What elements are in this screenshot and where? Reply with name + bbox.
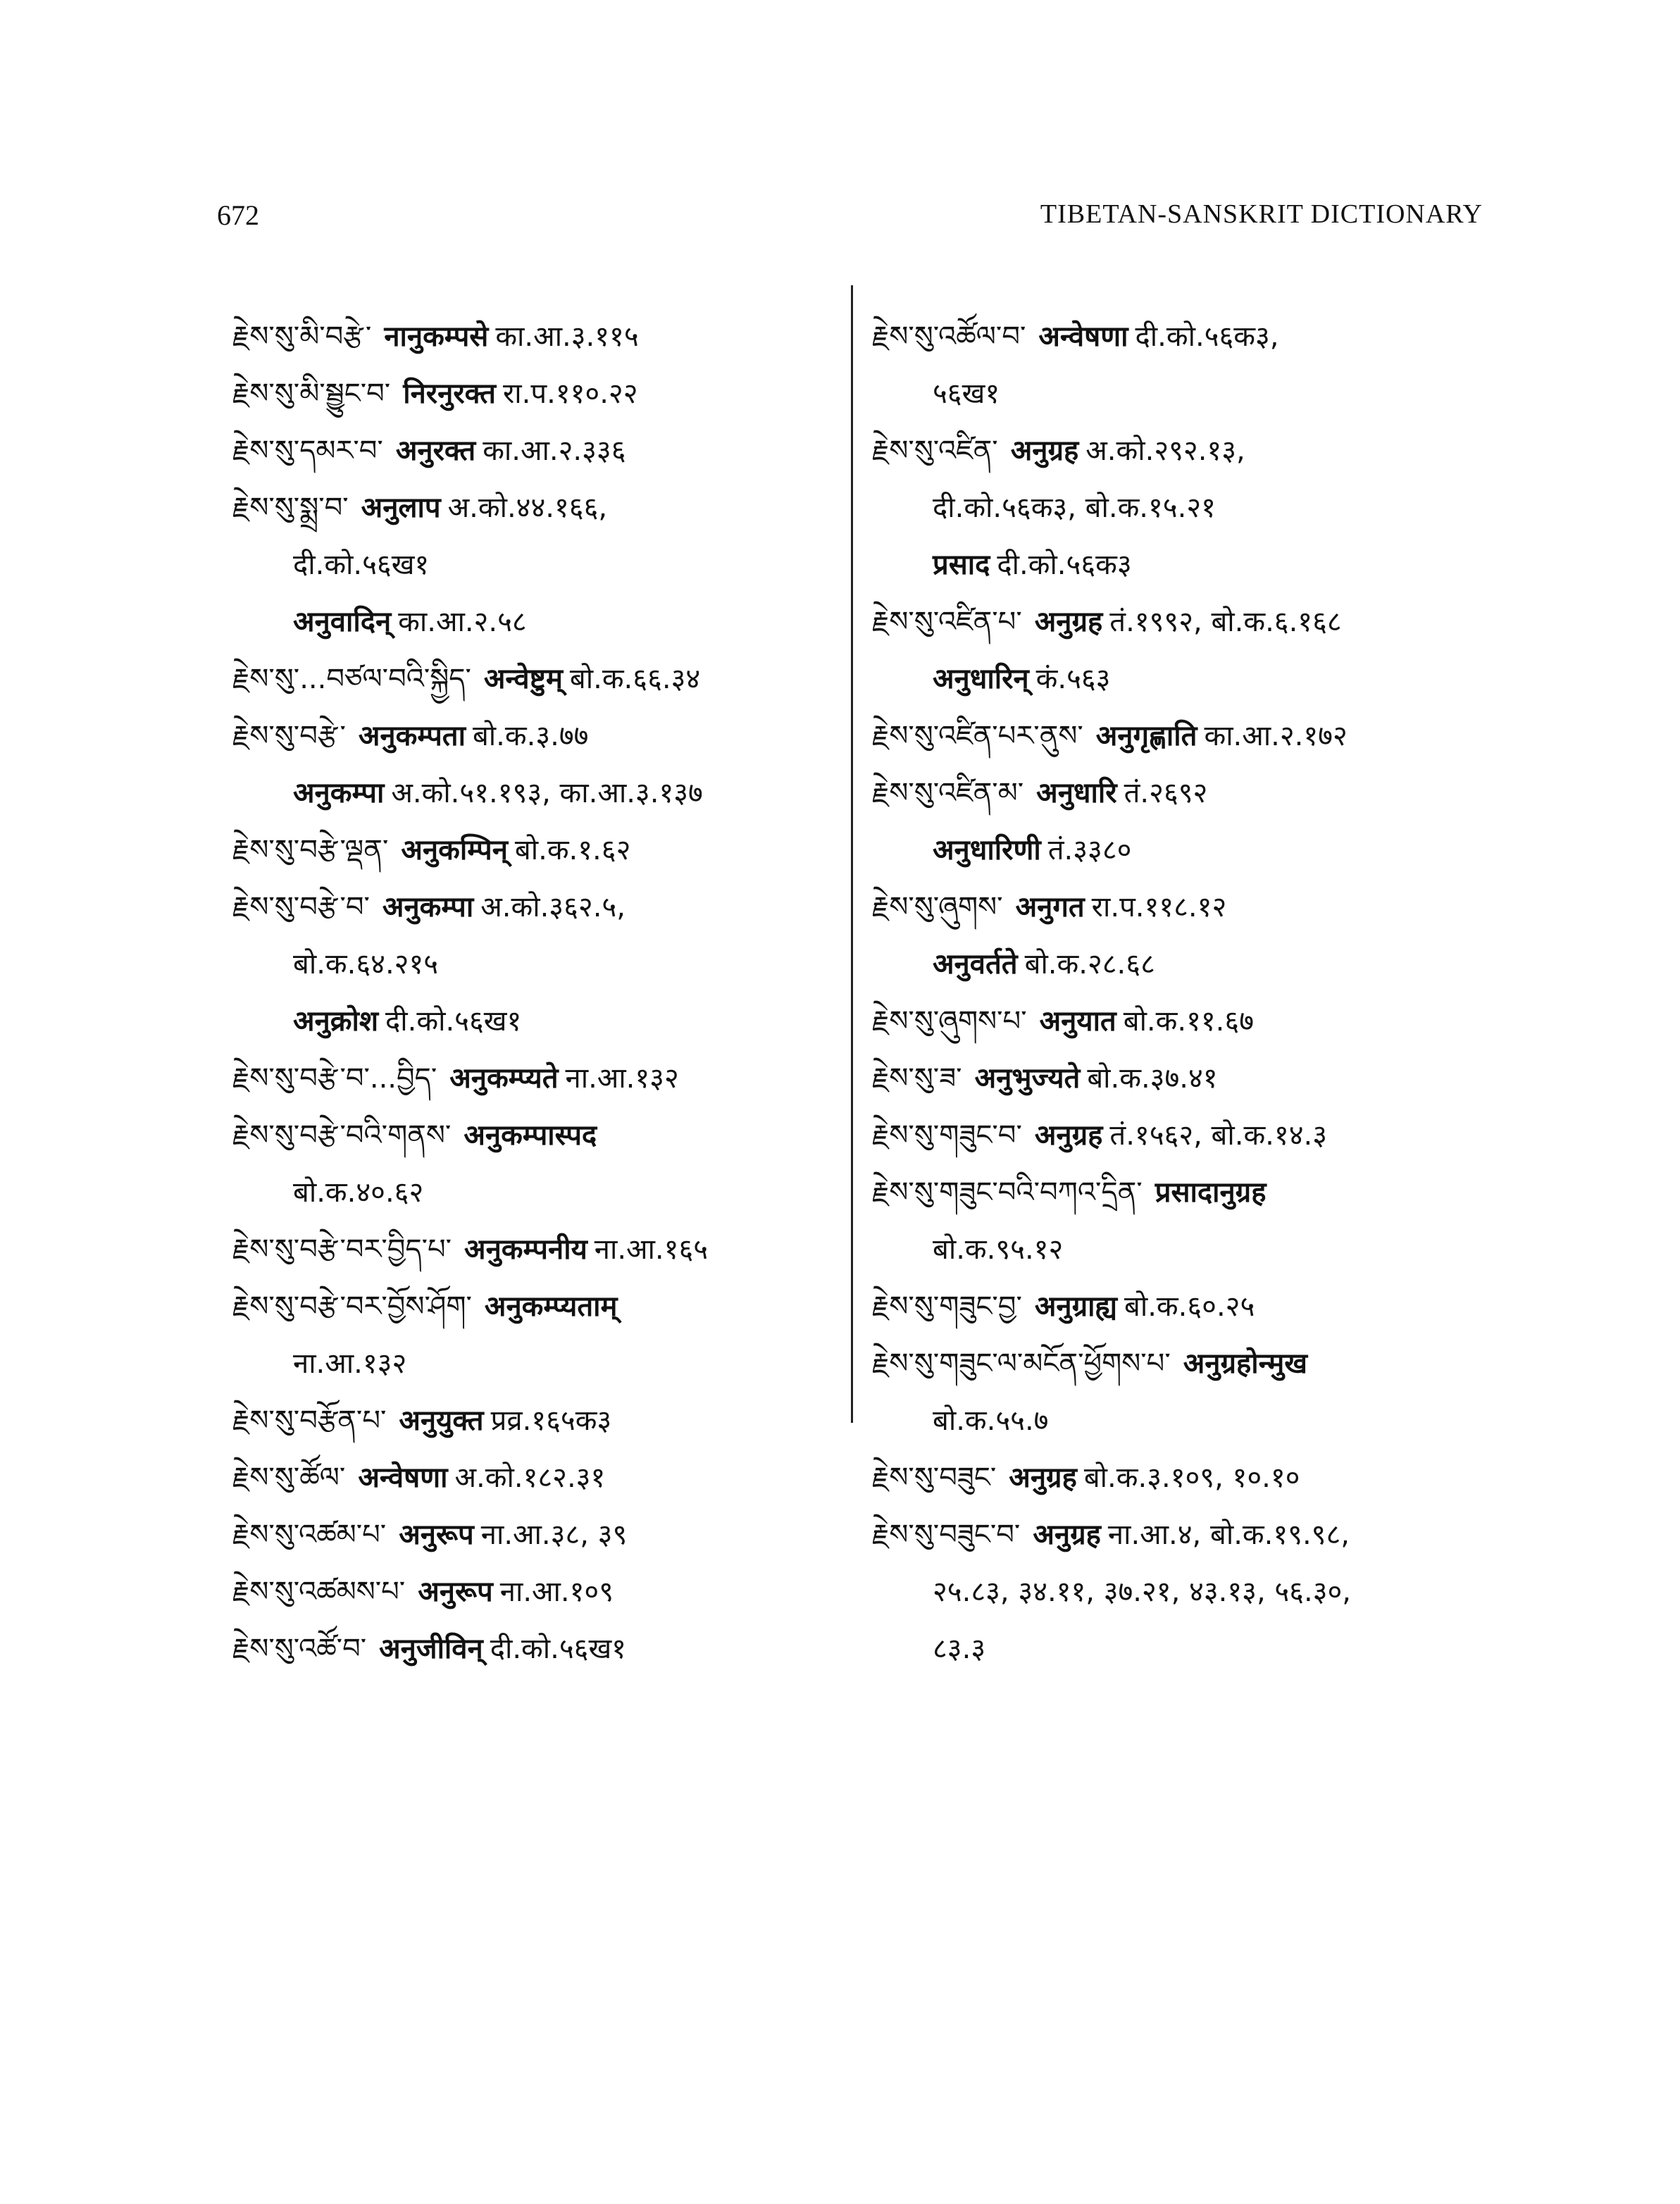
- source-reference: तं.१९९२, बो.क.६.१६८: [1109, 606, 1342, 638]
- entry-continuation: [872, 1621, 1492, 1678]
- left-column: [232, 309, 838, 1678]
- source-reference: बो.क.३.१०९, १०.१०: [1083, 1462, 1300, 1494]
- sanskrit-equivalent: अनुग्रह: [1034, 606, 1103, 638]
- entry-headline: [872, 423, 1492, 480]
- tibetan-headword: རྗེས་སུ་ཚོལ་: [232, 1462, 346, 1494]
- tibetan-headword: རྗེས་སུ་བརྩེ་བའི་གནས་: [232, 1119, 452, 1152]
- sanskrit-equivalent: अनुजीविन्: [379, 1633, 483, 1665]
- dictionary-entry: [872, 1336, 1492, 1450]
- tibetan-headword: རྗེས་སུ་འཚོ་བ་: [232, 1633, 367, 1665]
- entry-continuation: [872, 366, 1492, 423]
- source-reference: बो.क.१.६२: [514, 834, 631, 866]
- sanskrit-equivalent: अनुधारिणी: [933, 834, 1041, 866]
- sanskrit-equivalent: अनुकम्पिन्: [401, 834, 508, 866]
- tibetan-headword: རྗེས་སུ་མི་བརྩེ་: [232, 320, 372, 353]
- sanskrit-equivalent: अन्वेषणा: [1038, 320, 1128, 353]
- sanskrit-equivalent: अनुलाप: [361, 492, 441, 524]
- entry-continuation: [872, 537, 1492, 594]
- entry-headline: [872, 1278, 1492, 1336]
- tibetan-headword: རྗེས་སུ་དམར་བ་: [232, 435, 383, 467]
- entry-headline: [232, 1564, 838, 1621]
- page-number: 672: [217, 199, 259, 231]
- tibetan-headword: རྗེས་སུ་བརྩེ་བ་: [232, 891, 370, 923]
- sanskrit-equivalent: प्रसाद: [933, 549, 990, 581]
- entry-headline: [872, 1336, 1492, 1393]
- dictionary-entry: [232, 1050, 838, 1107]
- entry-headline: [872, 309, 1492, 366]
- dictionary-entry: [232, 1564, 838, 1621]
- source-reference: बो.क.३७.४१: [1087, 1062, 1218, 1095]
- entry-headline: [872, 1507, 1492, 1564]
- sanskrit-equivalent: अनुग्रह: [1010, 435, 1079, 467]
- dictionary-entry: [232, 423, 838, 480]
- tibetan-headword: རྗེས་སུ་འཛིན་: [872, 435, 998, 467]
- entry-continuation: [232, 537, 838, 594]
- entry-headline: [232, 651, 838, 708]
- source-reference: तं.२६९२: [1124, 777, 1208, 809]
- sanskrit-equivalent: अनुग्रहोन्मुख: [1183, 1347, 1308, 1380]
- source-reference: अ.को.४४.१६६,: [447, 492, 608, 524]
- entry-headline: [872, 594, 1492, 651]
- entry-headline: [232, 423, 838, 480]
- dictionary-entry: [872, 1450, 1492, 1507]
- tibetan-headword: རྗེས་སུ་བརྩེ་བར་བྱིད་པ་: [232, 1233, 452, 1266]
- tibetan-headword: རྗེས་སུ་འཚོལ་བ་: [872, 320, 1026, 353]
- dictionary-entry: [872, 309, 1492, 423]
- sanskrit-equivalent: अनुगत: [1015, 891, 1085, 923]
- entry-headline: [232, 879, 838, 936]
- source-reference: बो.क.४०.६२: [293, 1176, 424, 1209]
- tibetan-headword: རྗེས་སུ་འཛིན་པ་: [872, 606, 1022, 638]
- tibetan-headword: རྗེས་སུ་...བཙལ་བའི་སྐྱིད་: [232, 663, 471, 695]
- sanskrit-equivalent: अनुगृह्णाति: [1095, 720, 1197, 752]
- source-reference: बो.क.२८.६८: [1024, 948, 1155, 980]
- sanskrit-equivalent: निरनुरक्त: [403, 378, 496, 410]
- sanskrit-equivalent: अनुक्रोश: [293, 1005, 379, 1038]
- tibetan-headword: རྗེས་སུ་བཟུང་: [872, 1462, 997, 1494]
- sanskrit-equivalent: अन्वेषणा: [358, 1462, 448, 1494]
- entry-headline: [232, 309, 838, 366]
- tibetan-headword: རྗེས་སུ་གཟུང་བའི་བཀའ་དྲིན་: [872, 1176, 1143, 1209]
- dictionary-entry: [872, 765, 1492, 879]
- sanskrit-equivalent: अनुकम्प्यते: [449, 1062, 559, 1095]
- source-reference: ना.आ.१०९: [499, 1576, 614, 1608]
- entry-headline: [232, 480, 838, 537]
- tibetan-headword: རྗེས་སུ་བརྩེ་བར་བྱོས་ཤོག་: [232, 1290, 472, 1323]
- source-reference: ना.आ.३८, ३९: [480, 1519, 628, 1551]
- entry-headline: [232, 1107, 838, 1164]
- dictionary-entry: [232, 822, 838, 879]
- source-reference: रा.प.११०.२२: [502, 378, 638, 410]
- sanskrit-equivalent: अनुयात: [1039, 1005, 1116, 1038]
- tibetan-headword: རྗེས་སུ་བརྩེ་བ་...བྱིད་: [232, 1062, 437, 1095]
- sanskrit-equivalent: अन्वेष्टुम्: [483, 663, 563, 695]
- source-reference: दी.को.५६ख१: [385, 1005, 522, 1038]
- running-head: TIBETAN-SANSKRIT DICTIONARY: [1040, 199, 1483, 229]
- tibetan-headword: རྗེས་སུ་བརྩེ་: [232, 720, 346, 752]
- tibetan-headword: རྗེས་སུ་འཚམས་པ་: [232, 1576, 406, 1608]
- sanskrit-equivalent: अनुवादिन्: [293, 606, 392, 638]
- tibetan-headword: རྗེས་སུ་གཟུང་བྱ་: [872, 1290, 1022, 1323]
- entry-continuation: [872, 1393, 1492, 1450]
- entry-headline: [872, 765, 1492, 822]
- source-reference: ८३.३: [933, 1633, 986, 1665]
- source-reference: बो.क.९५.१२: [933, 1233, 1064, 1266]
- source-reference: ना.आ.१३२: [565, 1062, 679, 1095]
- entry-headline: [872, 708, 1492, 765]
- sanskrit-equivalent: अनुकम्प्यताम्: [484, 1290, 618, 1323]
- sanskrit-equivalent: अनुरूप: [399, 1519, 474, 1551]
- entry-continuation: [232, 594, 838, 651]
- sanskrit-equivalent: अनुकम्पा: [293, 777, 385, 809]
- sanskrit-equivalent: नानुकम्पसे: [384, 320, 489, 353]
- source-reference: ५६ख१: [933, 378, 1000, 410]
- tibetan-headword: རྗེས་སུ་ཟ་: [872, 1062, 962, 1095]
- sanskrit-equivalent: अनुग्रह: [1033, 1519, 1101, 1551]
- source-reference: दी.को.५६ख१: [293, 549, 430, 581]
- entry-headline: [232, 708, 838, 765]
- dictionary-entry: [232, 708, 838, 822]
- dictionary-entry: [872, 993, 1492, 1050]
- source-reference: दी.को.५६क३,: [1135, 320, 1279, 353]
- dictionary-entry: [232, 879, 838, 1050]
- entry-continuation: [232, 1336, 838, 1393]
- entry-headline: [232, 366, 838, 423]
- dictionary-entry: [872, 1507, 1492, 1678]
- source-reference: बो.क.६४.२१५: [293, 948, 439, 980]
- sanskrit-equivalent: अनुकम्पनीय: [464, 1233, 587, 1266]
- tibetan-headword: རྗེས་སུ་བརྩོན་པ་: [232, 1405, 387, 1437]
- sanskrit-equivalent: अनुग्राह्य: [1034, 1290, 1118, 1323]
- tibetan-headword: རྗེས་སུ་ཞུགས་པ་: [872, 1005, 1027, 1038]
- source-reference: अ.को.२९२.१३,: [1085, 435, 1245, 467]
- tibetan-headword: རྗེས་སུ་བརྩེ་ལྡན་: [232, 834, 389, 866]
- source-reference: २५.८३, ३४.११, ३७.२१, ४३.१३, ५६.३०,: [933, 1576, 1352, 1608]
- dictionary-entry: [232, 366, 838, 423]
- entry-headline: [232, 1450, 838, 1507]
- source-reference: कं.५६३: [1035, 663, 1111, 695]
- dictionary-entry: [232, 1621, 838, 1678]
- entry-headline: [232, 1621, 838, 1678]
- sanskrit-equivalent: अनुरूप: [418, 1576, 493, 1608]
- tibetan-headword: རྗེས་སུ་གཟུང་ལ་མངོན་ཕྱོགས་པ་: [872, 1347, 1171, 1380]
- dictionary-entry: [232, 1107, 838, 1221]
- source-reference: बो.क.११.६७: [1123, 1005, 1254, 1038]
- source-reference: बो.क.६६.३४: [569, 663, 701, 695]
- source-reference: का.आ.३.११५: [495, 320, 639, 353]
- source-reference: का.आ.२.१७२: [1204, 720, 1348, 752]
- dictionary-entry: [872, 1107, 1492, 1164]
- source-reference: दी.को.५६क३, बो.क.१५.२१: [933, 492, 1216, 524]
- dictionary-entry: [232, 1393, 838, 1450]
- column-divider: [851, 285, 853, 1423]
- sanskrit-equivalent: अनुकम्पता: [358, 720, 466, 752]
- dictionary-entry: [232, 309, 838, 366]
- dictionary-entry: [872, 708, 1492, 765]
- source-reference: ना.आ.१३२: [293, 1347, 407, 1380]
- source-reference: का.आ.२.५८: [398, 606, 527, 638]
- source-reference: अ.को.१८२.३१: [454, 1462, 606, 1494]
- entry-continuation: [872, 936, 1492, 993]
- entry-headline: [872, 879, 1492, 936]
- sanskrit-equivalent: अनुकम्पा: [382, 891, 474, 923]
- entry-continuation: [232, 936, 838, 993]
- dictionary-entry: [232, 1278, 838, 1393]
- source-reference: तं.१५६२, बो.क.१४.३: [1109, 1119, 1328, 1152]
- source-reference: बो.क.३.७७: [472, 720, 589, 752]
- tibetan-headword: རྗེས་སུ་སྨྲ་བ་: [232, 492, 349, 524]
- dictionary-entry: [232, 1450, 838, 1507]
- source-reference: ना.आ.१६५: [594, 1233, 709, 1266]
- entry-headline: [232, 1278, 838, 1336]
- entry-continuation: [232, 1164, 838, 1221]
- entry-headline: [232, 822, 838, 879]
- source-reference: अ.को.३६२.५,: [480, 891, 626, 923]
- source-reference: ना.आ.४, बो.क.१९.९८,: [1107, 1519, 1350, 1551]
- sanskrit-equivalent: अनुभुज्यते: [974, 1062, 1081, 1095]
- tibetan-headword: རྗེས་སུ་འཚམ་པ་: [232, 1519, 387, 1551]
- sanskrit-equivalent: प्रसादानुग्रह: [1155, 1176, 1267, 1209]
- tibetan-headword: རྗེས་སུ་མི་སྦྱུང་བ་: [232, 378, 391, 410]
- sanskrit-equivalent: अनुधारिन्: [933, 663, 1029, 695]
- source-reference: दी.को.५६क३: [997, 549, 1132, 581]
- tibetan-headword: རྗེས་སུ་གཟུང་བ་: [872, 1119, 1022, 1152]
- sanskrit-equivalent: अनुग्रह: [1009, 1462, 1077, 1494]
- dictionary-entry: [232, 651, 838, 708]
- entry-continuation: [232, 765, 838, 822]
- tibetan-headword: རྗེས་སུ་འཛིན་མ་: [872, 777, 1024, 809]
- entry-headline: [872, 1050, 1492, 1107]
- sanskrit-equivalent: अनुरक्त: [395, 435, 476, 467]
- dictionary-entry: [872, 1050, 1492, 1107]
- source-reference: रा.प.११८.१२: [1091, 891, 1227, 923]
- dictionary-entry: [872, 879, 1492, 993]
- entry-continuation: [872, 822, 1492, 879]
- entry-headline: [232, 1221, 838, 1278]
- entry-headline: [872, 1107, 1492, 1164]
- dictionary-entry: [872, 1164, 1492, 1278]
- entry-continuation: [232, 993, 838, 1050]
- source-reference: प्रव्र.१६५क३: [490, 1405, 612, 1437]
- tibetan-headword: རྗེས་སུ་བཟུང་བ་: [872, 1519, 1021, 1551]
- dictionary-entry: [872, 594, 1492, 708]
- sanskrit-equivalent: अनुयुक्त: [399, 1405, 484, 1437]
- source-reference: का.आ.२.३३६: [483, 435, 626, 467]
- dictionary-entry: [872, 423, 1492, 594]
- entry-headline: [872, 1164, 1492, 1221]
- tibetan-headword: རྗེས་སུ་ཞུགས་: [872, 891, 1003, 923]
- dictionary-entry: [232, 1507, 838, 1564]
- source-reference: तं.३३८०: [1047, 834, 1132, 866]
- entry-headline: [232, 1050, 838, 1107]
- entry-headline: [872, 993, 1492, 1050]
- dictionary-entry: [232, 1221, 838, 1278]
- entry-headline: [232, 1507, 838, 1564]
- dictionary-entry: [232, 480, 838, 651]
- entry-continuation: [872, 480, 1492, 537]
- entry-continuation: [872, 651, 1492, 708]
- sanskrit-equivalent: अनुग्रह: [1034, 1119, 1103, 1152]
- source-reference: अ.को.५१.१९३, का.आ.३.१३७: [391, 777, 703, 809]
- dictionary-entry: [872, 1278, 1492, 1336]
- source-reference: बो.क.५५.७: [933, 1405, 1049, 1437]
- source-reference: दी.को.५६ख१: [490, 1633, 626, 1665]
- entry-continuation: [872, 1564, 1492, 1621]
- entry-headline: [872, 1450, 1492, 1507]
- entry-headline: [232, 1393, 838, 1450]
- right-column: [872, 309, 1492, 1678]
- sanskrit-equivalent: अनुवर्तते: [933, 948, 1018, 980]
- sanskrit-equivalent: अनुधारि: [1036, 777, 1117, 809]
- tibetan-headword: རྗེས་སུ་འཛིན་པར་ནུས་: [872, 720, 1083, 752]
- source-reference: बो.क.६०.२५: [1124, 1290, 1255, 1323]
- sanskrit-equivalent: अनुकम्पास्पद: [463, 1119, 597, 1152]
- entry-continuation: [872, 1221, 1492, 1278]
